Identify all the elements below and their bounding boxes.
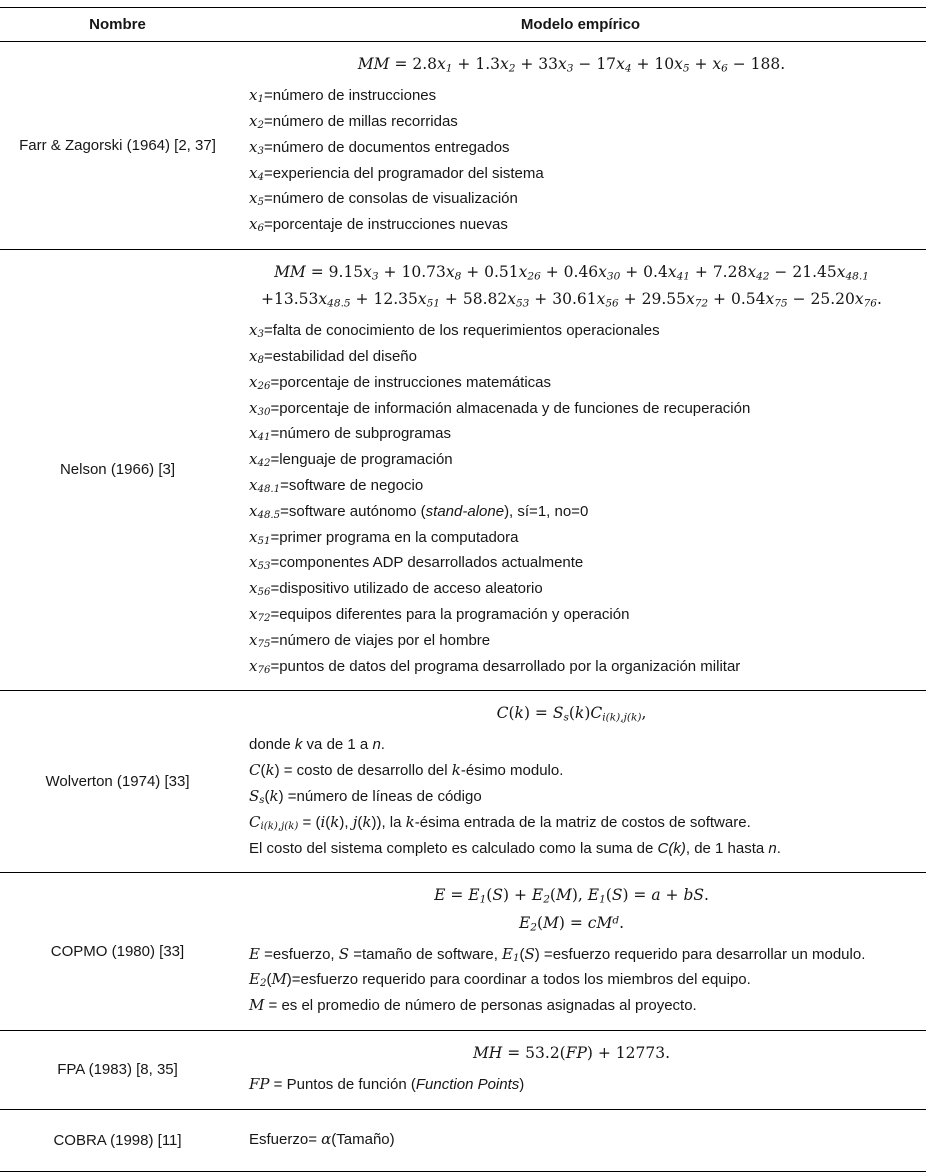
model-name: FPA (1983) [8, 35] bbox=[57, 1061, 178, 1079]
formula-line: $+13.53x_{48.5} + 12.35x_{51} + 58.82x_{53} + 30.61x_{56} + 29.55x_{72} + 0.54x_{75} - 25.20x_{76}$. bbox=[261, 290, 882, 310]
formula-line: $E_2(M) = cM^d$. bbox=[518, 913, 625, 933]
definition-line: $x_1=número$ de instrucciones bbox=[249, 86, 437, 106]
definition-line: FP = Puntos de función (Function Points) bbox=[249, 1075, 525, 1094]
definition-line: $x_8=estabilidad$ del diseño bbox=[249, 346, 417, 367]
formula-line: MM = $9.15x_3 + 10.73x_8 + 0.51x_{26} + 0.46x_{30} + 0.4x_{41} + 7.28x_{42} - 21.45x_{48.1}$ bbox=[274, 262, 869, 283]
definition-line: donde k va de 1 a n. bbox=[249, 736, 385, 754]
column-header-nombre: Nombre bbox=[89, 16, 146, 33]
definition-line: $x_{41}=número$ de subprogramas bbox=[249, 424, 451, 444]
model-name: Farr & Zagorski (1964) [2, 37] bbox=[19, 136, 216, 154]
table-body bbox=[0, 42, 926, 1172]
definition-line: $x_3=falta$ de conocimiento de los requerimientos operacionales bbox=[249, 321, 660, 341]
definition-line: $x_{42}=lenguaje$ de programación bbox=[249, 450, 453, 470]
definition-line: $x_2=número$ de millas recorridas bbox=[249, 111, 458, 132]
definition-line: $x_{56}=dispositivo$ utilizado de acceso aleatorio bbox=[249, 579, 543, 599]
definition-line: E =esfuerzo, S =tamaño de software, $E_1(S)$ =esfuerzo requerido para desarrollar un modulo. bbox=[249, 944, 866, 964]
definition-line: $x_{48.5}=software$ autónomo (stand-alone), sí=1, no=0 bbox=[249, 501, 589, 521]
definition-line: El costo del sistema completo es calculado como la suma de C(k), de 1 hasta n. bbox=[249, 839, 781, 857]
column-header-modelo-empirico: Modelo empírico bbox=[520, 16, 641, 33]
definition-line: M = es el promedio de número de personas asignadas al proyecto. bbox=[249, 996, 697, 1015]
definition-line: $x_{48.1}=software$ de negocio bbox=[249, 475, 424, 496]
table-row bbox=[0, 1109, 926, 1171]
table-row bbox=[0, 690, 926, 872]
model-name: Nelson (1966) [3] bbox=[59, 461, 176, 479]
formula-line: $C(k) = S_s(k)C_{i(k),j(k)}$, bbox=[496, 704, 647, 724]
definition-line: $x_5=número$ de consolas de visualización bbox=[249, 189, 518, 209]
model-content bbox=[235, 1031, 926, 1109]
model-name: COPMO (1980) [33] bbox=[50, 942, 185, 960]
definition-line: $x_4=experiencia$ del programador del sistema bbox=[249, 163, 544, 183]
formula-line: MM = $2.8x_1 + 1.3x_2 + 33x_3 - 17x_4 + 10x_5 + x_6 - 188$. bbox=[357, 55, 786, 75]
definition-line: $x_{30}=porcentaje$ de información almacenada y de funciones de recuperación bbox=[249, 398, 751, 418]
model-content bbox=[235, 873, 926, 1030]
definition-line: $x_{76}=puntos$ de datos del programa desarrollado por la organización militar bbox=[249, 656, 741, 676]
definition-line: $x_{75}=número$ de viajes por el hombre bbox=[249, 630, 491, 650]
table-row bbox=[0, 42, 926, 249]
model-content bbox=[235, 42, 926, 249]
table-row bbox=[0, 249, 926, 690]
model-content bbox=[235, 691, 926, 872]
definition-line: Esfuerzo= α(Tamaño) bbox=[249, 1129, 395, 1148]
definition-line: $E_2(M)=esfuerzo$ requerido para coordinar a todos los miembros del equipo. bbox=[249, 970, 751, 990]
definition-line: $x_6=porcentaje$ de instrucciones nuevas bbox=[249, 215, 508, 235]
model-name: Wolverton (1974) [33] bbox=[45, 772, 190, 790]
definition-line: $x_{72}=equipos$ diferentes para la programación y operación bbox=[249, 604, 630, 625]
definition-line: $x_{51}=primer$ programa en la computadora bbox=[249, 527, 519, 547]
table-header-row bbox=[0, 7, 926, 42]
model-content bbox=[235, 1110, 926, 1171]
definition-line: $x_3=número$ de documentos entregados bbox=[249, 137, 510, 157]
definition-line: $S_s(k)$ =número de líneas de código bbox=[249, 787, 482, 807]
formula-line: MH = 53.2(FP) + 12773. bbox=[472, 1044, 671, 1063]
formula-line: $E = E_1(S) + E_2(M)$, $E_1(S) = a$ + bS. bbox=[434, 886, 709, 906]
definition-line: $C_{i(k),j(k)} = (i(k)$, j(k)), la k-ésima entrada de la matriz de costos de software. bbox=[249, 812, 751, 833]
table-row bbox=[0, 1030, 926, 1109]
definition-line: $x_{26}=porcentaje$ de instrucciones matemáticas bbox=[249, 372, 551, 392]
definition-line: C(k) = costo de desarrollo del k-ésimo modulo. bbox=[249, 761, 564, 780]
definition-line: $x_{53}=componentes$ ADP desarrollados actualmente bbox=[249, 553, 584, 573]
model-name: COBRA (1998) [11] bbox=[53, 1131, 182, 1149]
table-row bbox=[0, 872, 926, 1030]
model-content bbox=[235, 250, 926, 690]
